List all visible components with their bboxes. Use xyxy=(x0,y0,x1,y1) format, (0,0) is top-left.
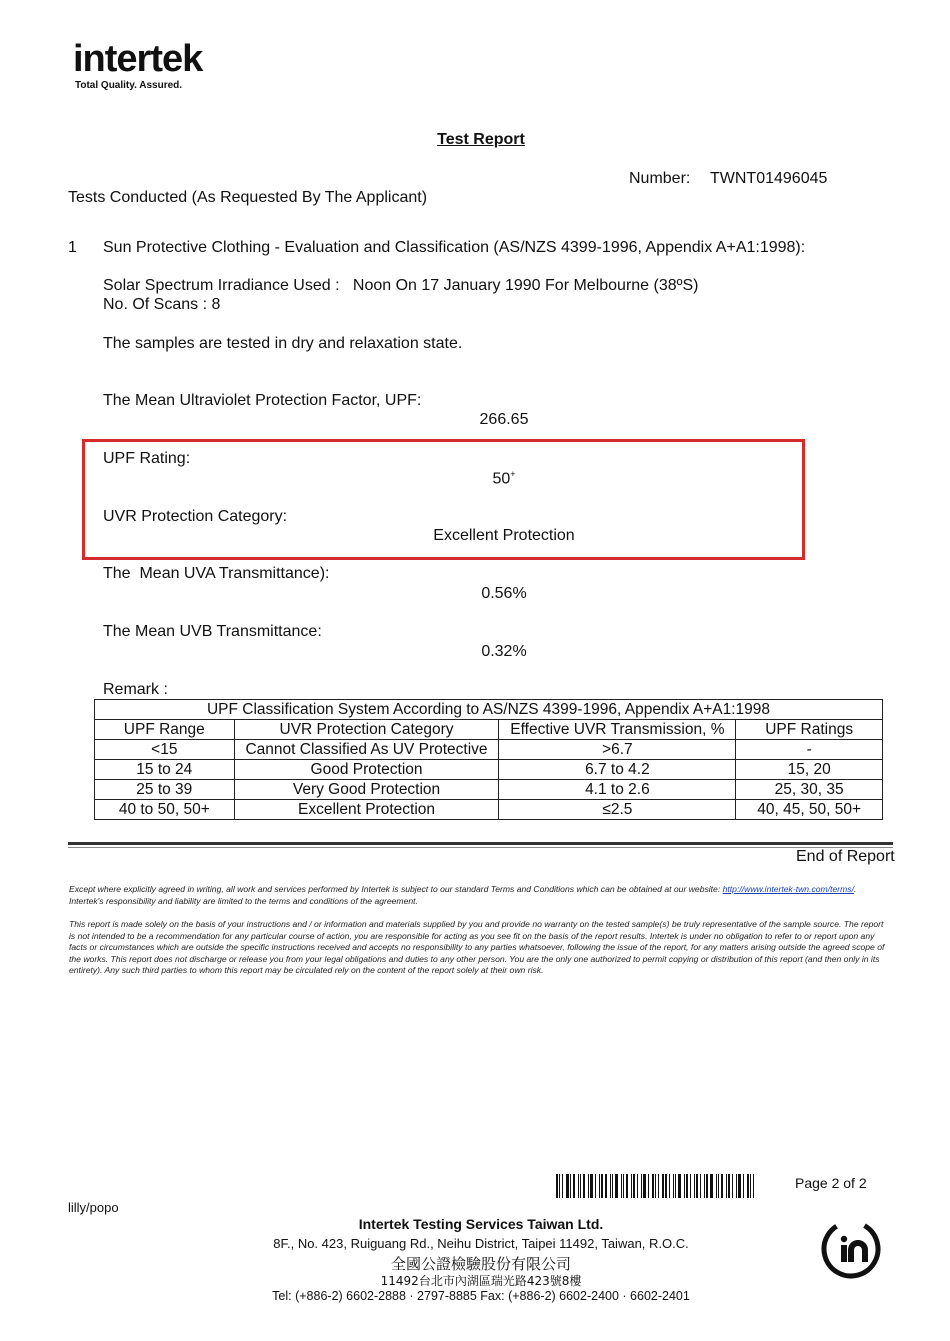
uvb-value: 0.32% xyxy=(481,643,527,660)
uvr-category-value: Excellent Protection xyxy=(433,527,575,544)
upf-value: 266.65 xyxy=(479,411,529,428)
disclaimer-liability: This report is made solely on the basis of your instructions and / or information and materials supplied by you and provide no warranty on the tested sample(s) be truly representative of the sample source. The report is not intended to be a recommendation for any particular course of action, you are responsible for acting as you see fit on the basis of the report results. Intertek is under no obligation to refer to or report upon any facts or circumstances which are outside the specific instructions received and accepts no responsibility to any parties whatsoever, following the issue of the report, for any matters arising outside the agreed scope of the works. This report does not discharge or release you from your legal obligations and duties to any other person. You are the only one authorized to permit copying or distribution of this report (and then only in its entirety). Any such third parties to whom this report may be circulated rely on the content of the report solely at their own risk. xyxy=(69,919,885,975)
table-caption-row xyxy=(95,700,883,720)
divider-thin xyxy=(68,847,893,848)
report-number-value: TWNT01496045 xyxy=(710,170,828,187)
intertek-round-logo-icon xyxy=(820,1218,882,1280)
footer-company: Intertek Testing Services Taiwan Ltd. xyxy=(358,1216,604,1232)
footer-address: 8F., No. 423, Ruiguang Rd., Neihu District, Taipei 11492, Taiwan, R.O.C. xyxy=(273,1236,689,1251)
table-header-cell: UVR Protection Category xyxy=(234,720,499,740)
terms-link[interactable]: http://www.intertek-twn.com/terms/ xyxy=(722,884,854,894)
footer-address-cn: 11492台北市內湖區瑞光路423號8樓 xyxy=(380,1274,582,1288)
table-cell: Very Good Protection xyxy=(234,780,499,800)
table-row xyxy=(95,740,883,760)
table-row xyxy=(95,780,883,800)
table-cell: ≤2.5 xyxy=(499,800,736,820)
table-row xyxy=(95,760,883,780)
disclaimer-terms-text: Except where explicitly agreed in writing, all work and services performed by Intertek is subject to our standard Terms and Conditions which can be obtained at our website: xyxy=(69,884,723,894)
logo-tagline: Total Quality. Assured. xyxy=(75,80,183,91)
table-cell: 25, 30, 35 xyxy=(736,780,883,800)
tests-heading: Tests Conducted (As Requested By The Applicant) xyxy=(68,189,428,206)
report-title: Test Report xyxy=(437,131,525,148)
uvr-category-label: UVR Protection Category: xyxy=(103,508,288,525)
upf-rating-label: UPF Rating: xyxy=(103,450,191,467)
upf-label: The Mean Ultraviolet Protection Factor, UPF: xyxy=(103,392,422,409)
table-cell: 4.1 to 2.6 xyxy=(499,780,736,800)
footer-company-cn: 全國公證檢驗股份有限公司 xyxy=(390,1255,571,1273)
uvb-label: The Mean UVB Transmittance: xyxy=(103,623,322,640)
table-cell: Cannot Classified As UV Protective xyxy=(234,740,499,760)
table-cell: 15, 20 xyxy=(736,760,883,780)
table-cell: Excellent Protection xyxy=(234,800,499,820)
barcode xyxy=(556,1174,778,1198)
upf-rating-number: 50 xyxy=(492,470,511,488)
table-header-cell: Effective UVR Transmission, % xyxy=(499,720,736,740)
table-caption: UPF Classification System According to AS/NZS 4399-1996, Appendix A+A1:1998 xyxy=(95,700,883,720)
divider-thick xyxy=(68,842,893,845)
table-header-row xyxy=(95,720,883,740)
remark-label: Remark : xyxy=(103,681,168,698)
table-cell: 40 to 50, 50+ xyxy=(95,800,235,820)
report-number-label: Number: xyxy=(629,170,691,187)
state-note: The samples are tested in dry and relaxation state. xyxy=(103,335,463,352)
table-header-cell: UPF Ratings xyxy=(736,720,883,740)
table-cell: 25 to 39 xyxy=(95,780,235,800)
table-cell: - xyxy=(736,740,883,760)
uva-value: 0.56% xyxy=(481,585,527,602)
initials: lilly/popo xyxy=(68,1200,119,1215)
table-cell: 15 to 24 xyxy=(95,760,235,780)
intertek-logo: intertek xyxy=(73,38,203,80)
footer-tel-fax: Tel: (+886-2) 6602-2888 · 2797-8885 Fax: (+886-2) 6602-2400 · 6602-2401 xyxy=(272,1289,690,1303)
upf-rating-value xyxy=(0,469,950,488)
scans-line: No. Of Scans : 8 xyxy=(103,296,221,313)
page-number: Page 2 of 2 xyxy=(795,1175,867,1191)
table-cell: 40, 45, 50, 50+ xyxy=(736,800,883,820)
upf-rating-sup: + xyxy=(510,469,516,479)
disclaimer-terms xyxy=(69,884,892,907)
irradiance-line: Solar Spectrum Irradiance Used : Noon On 17 January 1990 For Melbourne (38ºS) xyxy=(103,277,699,294)
disclaimer-terms-tail: . Intertek's responsibility and liability are limited to the terms and conditions of the agreement. xyxy=(69,884,857,906)
uva-label: The Mean UVA Transmittance): xyxy=(103,565,330,582)
end-of-report: End of Report xyxy=(796,848,895,865)
table-cell: <15 xyxy=(95,740,235,760)
table-header-cell: UPF Range xyxy=(95,720,235,740)
table-cell: Good Protection xyxy=(234,760,499,780)
table-cell: >6.7 xyxy=(499,740,736,760)
section-index: 1 xyxy=(68,239,77,256)
table-cell: 6.7 to 4.2 xyxy=(499,760,736,780)
upf-classification-table xyxy=(94,699,883,820)
table-row xyxy=(95,800,883,820)
section-heading: Sun Protective Clothing - Evaluation and Classification (AS/NZS 4399-1996, Appendix A+A1:1998): xyxy=(103,239,806,256)
